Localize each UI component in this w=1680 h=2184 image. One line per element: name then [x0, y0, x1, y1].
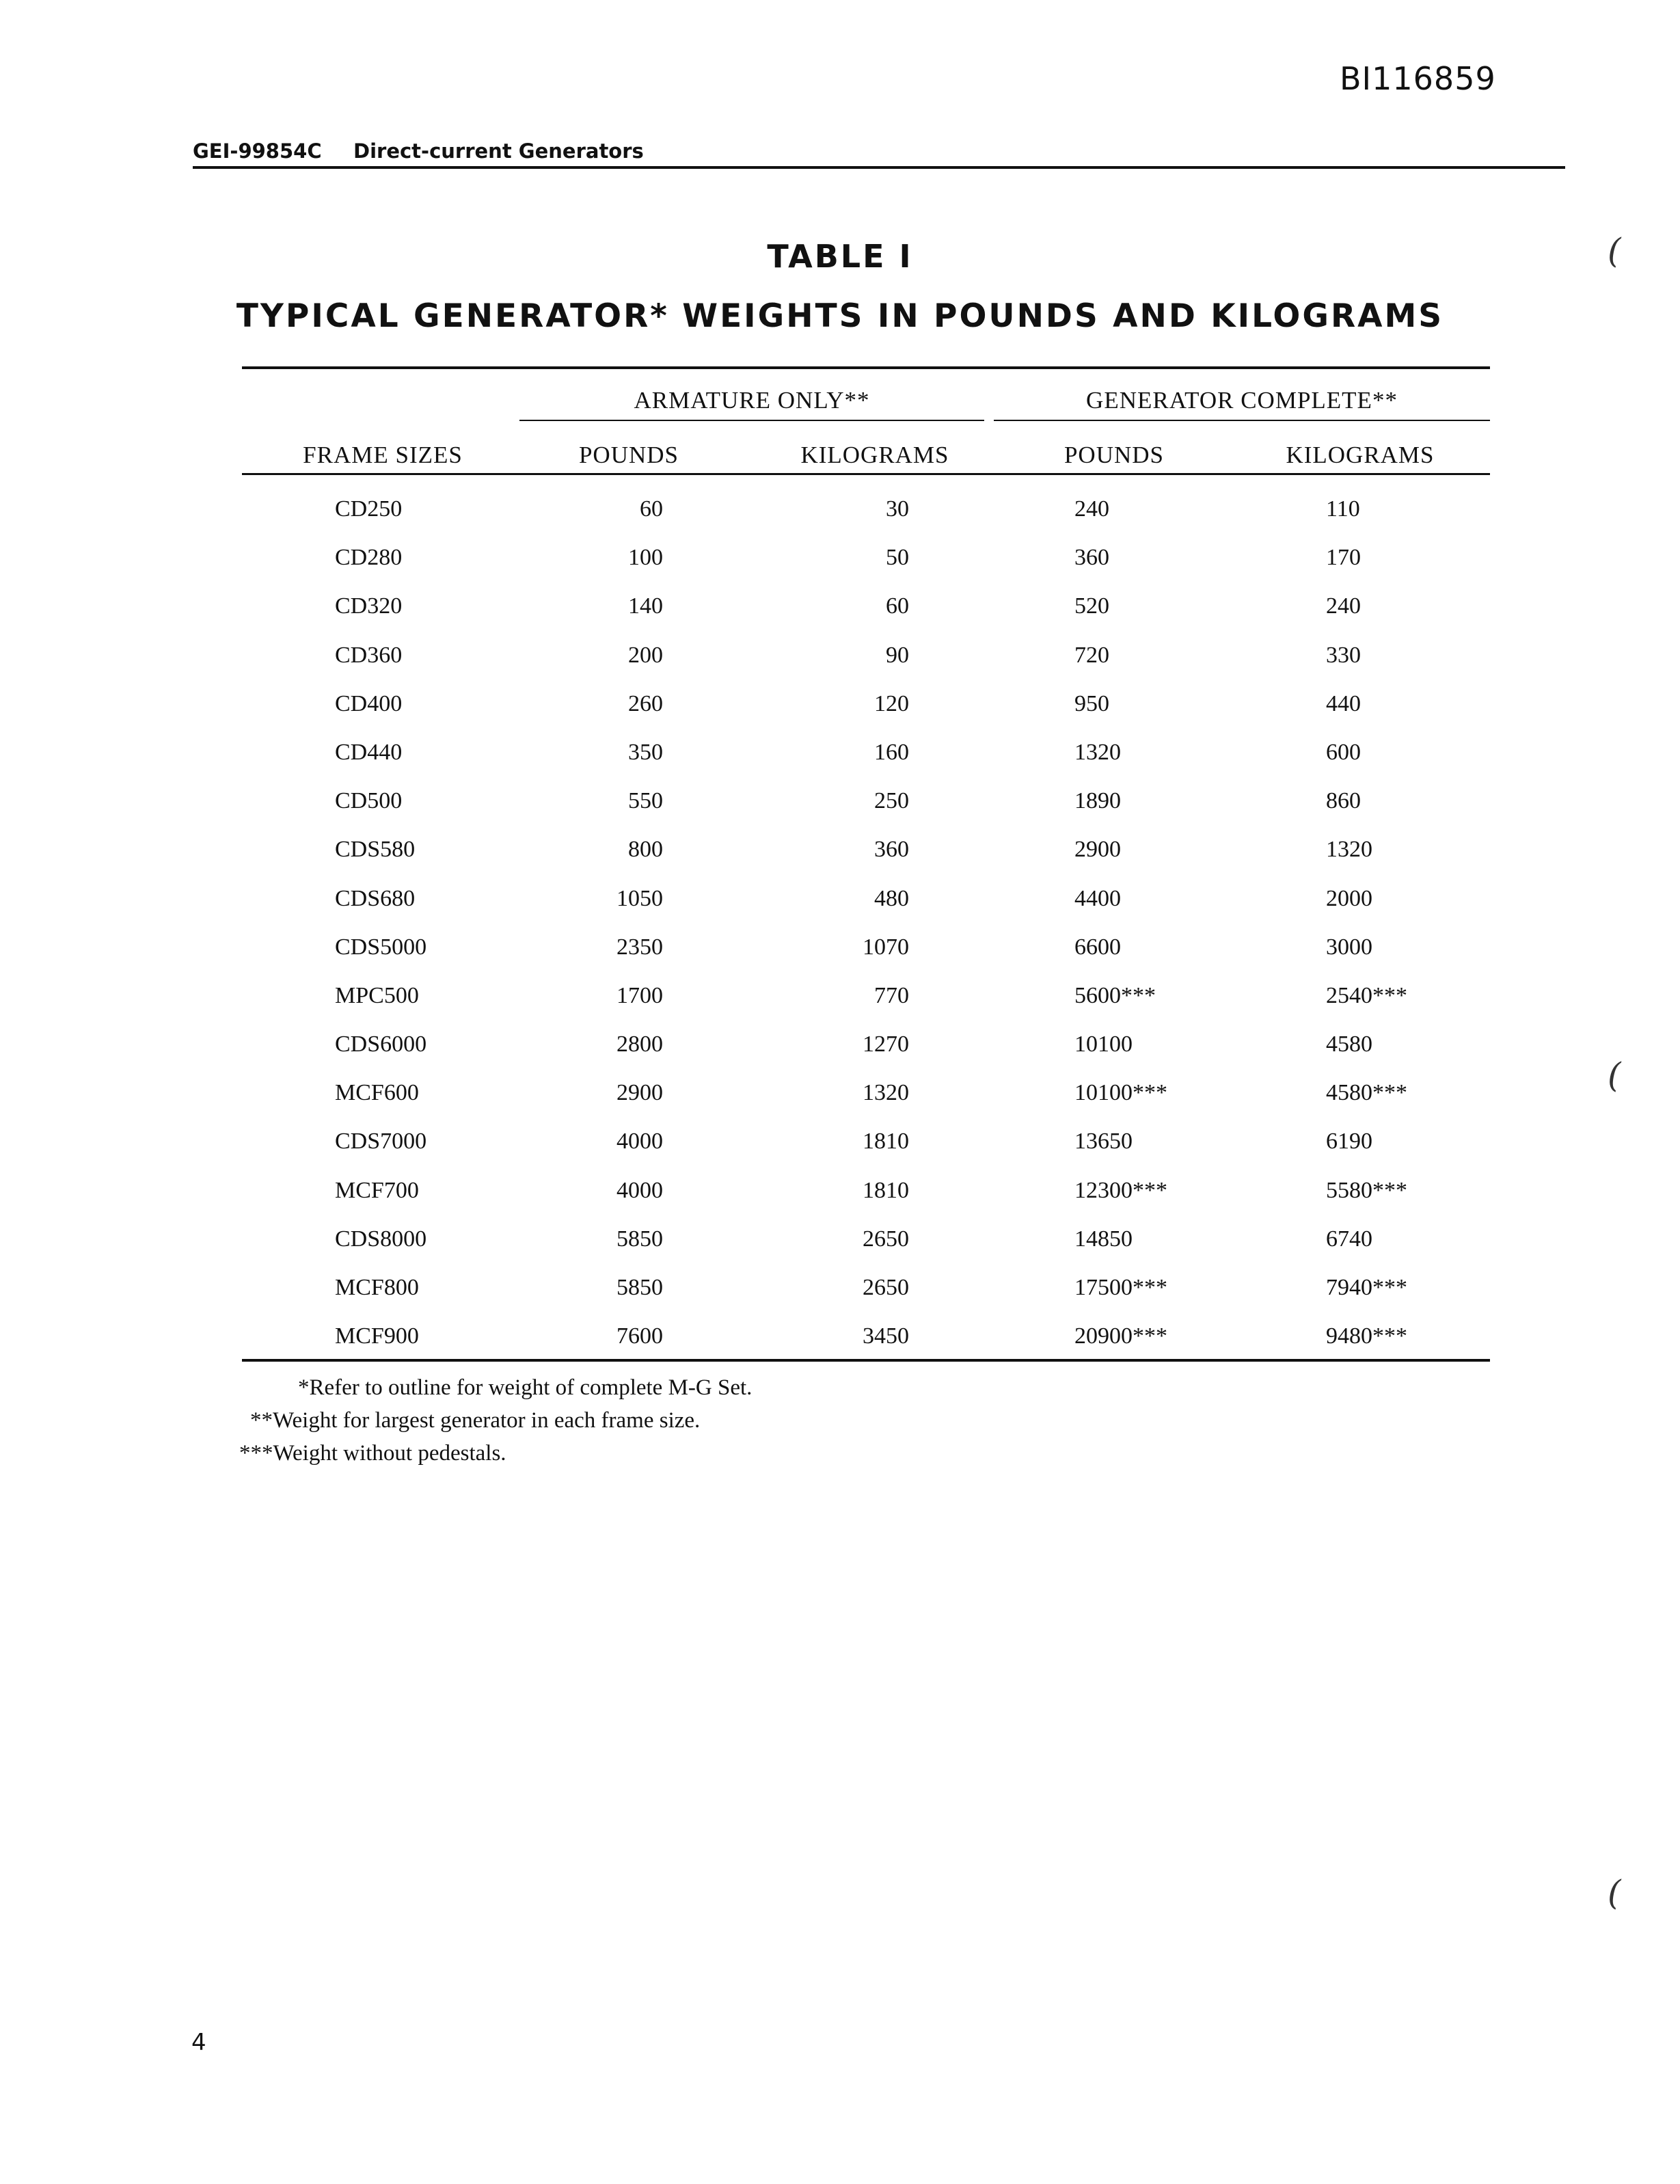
frame-sizes-header: FRAME SIZES — [303, 442, 463, 468]
generator-pounds-cell: 240 — [1074, 496, 1109, 522]
armature-kilograms-header: KILOGRAMS — [800, 442, 949, 468]
generator-pounds-cell: 13650 — [1074, 1129, 1133, 1155]
margin-mark: ( — [1608, 1055, 1621, 1095]
table-row — [0, 544, 1680, 593]
armature-kilograms-cell: 90 — [886, 642, 909, 668]
armature-kilograms-cell: 2650 — [863, 1226, 909, 1252]
armature-kilograms-cell: 480 — [874, 885, 909, 911]
generator-kilograms-cell: 330 — [1326, 642, 1361, 668]
armature-pounds-cell: 800 — [628, 837, 663, 863]
frame-size-cell: CDS5000 — [335, 934, 427, 960]
armature-pounds-cell: 200 — [628, 642, 663, 668]
armature-only-header: ARMATURE ONLY** — [634, 387, 870, 414]
armature-pounds-cell: 60 — [640, 496, 663, 522]
armature-kilograms-cell: 1810 — [863, 1129, 909, 1155]
frame-size-cell: CD320 — [335, 593, 403, 619]
frame-size-cell: CDS8000 — [335, 1226, 427, 1252]
armature-kilograms-cell: 1810 — [863, 1177, 909, 1203]
armature-pounds-cell: 100 — [628, 545, 663, 571]
table-row — [0, 496, 1680, 544]
armature-pounds-cell: 5850 — [617, 1226, 663, 1252]
generator-pounds-cell: 10100 — [1074, 1032, 1133, 1057]
armature-kilograms-cell: 50 — [886, 545, 909, 571]
page-number: 4 — [191, 2029, 206, 2056]
frame-size-cell: MCF700 — [335, 1177, 419, 1203]
generator-kilograms-cell: 4580 — [1326, 1032, 1372, 1057]
armature-pounds-cell: 350 — [628, 739, 663, 765]
table-row — [0, 593, 1680, 641]
armature-pounds-cell: 5850 — [617, 1275, 663, 1300]
generator-kilograms-cell: 440 — [1326, 690, 1361, 716]
generator-kilograms-cell: 6740 — [1326, 1226, 1372, 1252]
document-id: BI116859 — [1340, 60, 1496, 97]
armature-pounds-cell: 2800 — [617, 1032, 663, 1057]
armature-pounds-cell: 140 — [628, 593, 663, 619]
generator-pounds-cell: 360 — [1074, 545, 1109, 571]
armature-group-rule — [519, 420, 984, 421]
generator-kilograms-cell: 5580*** — [1326, 1177, 1407, 1203]
armature-pounds-cell: 2350 — [617, 934, 663, 960]
generator-kilograms-cell: 9480*** — [1326, 1323, 1407, 1349]
generator-kilograms-cell: 1320 — [1326, 837, 1372, 863]
footnote: **Weight for largest generator in each frame size. — [250, 1408, 701, 1433]
table-top-rule — [242, 366, 1490, 369]
table-row — [0, 1226, 1680, 1274]
table-row — [0, 1128, 1680, 1176]
generator-pounds-cell: 720 — [1074, 642, 1109, 668]
frame-size-cell: CDS680 — [335, 885, 416, 911]
table-row — [0, 885, 1680, 934]
generator-pounds-cell: 4400 — [1074, 885, 1121, 911]
armature-kilograms-cell: 770 — [874, 982, 909, 1008]
frame-size-cell: CD280 — [335, 545, 403, 571]
frame-size-cell: CD250 — [335, 496, 403, 522]
generator-kilograms-cell: 7940*** — [1326, 1275, 1407, 1300]
generator-kilograms-cell: 3000 — [1326, 934, 1372, 960]
armature-pounds-cell: 1050 — [617, 885, 663, 911]
frame-size-cell: MCF600 — [335, 1080, 419, 1106]
generator-kilograms-cell: 2000 — [1326, 885, 1372, 911]
frame-size-cell: CDS7000 — [335, 1129, 427, 1155]
table-row — [0, 836, 1680, 885]
generator-pounds-cell: 1890 — [1074, 788, 1121, 814]
table-row — [0, 1079, 1680, 1128]
table-row — [0, 1031, 1680, 1079]
frame-size-cell: CD440 — [335, 739, 403, 765]
generator-kilograms-cell: 860 — [1326, 788, 1361, 814]
armature-pounds-cell: 550 — [628, 788, 663, 814]
table-row — [0, 1323, 1680, 1371]
table-row — [0, 787, 1680, 836]
margin-mark: ( — [1608, 1873, 1621, 1913]
generator-pounds-cell: 6600 — [1074, 934, 1121, 960]
generator-pounds-cell: 2900 — [1074, 837, 1121, 863]
generator-complete-header: GENERATOR COMPLETE** — [1086, 387, 1398, 414]
frame-size-cell: CDS6000 — [335, 1032, 427, 1057]
footnote: *Refer to outline for weight of complete M-G Set. — [298, 1375, 753, 1400]
frame-size-cell: CD360 — [335, 642, 403, 668]
footnote: ***Weight without pedestals. — [239, 1441, 506, 1466]
generator-pounds-cell: 20900*** — [1074, 1323, 1167, 1349]
document-number: GEI-99854C — [193, 139, 322, 163]
generator-pounds-cell: 520 — [1074, 593, 1109, 619]
table-row — [0, 1177, 1680, 1226]
table-row — [0, 739, 1680, 787]
margin-mark: ( — [1608, 231, 1621, 271]
armature-kilograms-cell: 1070 — [863, 934, 909, 960]
table-row — [0, 1274, 1680, 1323]
generator-kilograms-cell: 4580*** — [1326, 1080, 1407, 1106]
generator-kilograms-cell: 110 — [1326, 496, 1360, 522]
generator-pounds-cell: 1320 — [1074, 739, 1121, 765]
armature-kilograms-cell: 2650 — [863, 1275, 909, 1300]
table-body — [0, 496, 1680, 1371]
document-title: Direct-current Generators — [353, 139, 644, 163]
table-row — [0, 934, 1680, 982]
generator-pounds-cell: 5600*** — [1074, 982, 1156, 1008]
armature-kilograms-cell: 160 — [874, 739, 909, 765]
frame-size-cell: MCF800 — [335, 1275, 419, 1300]
generator-kilograms-cell: 6190 — [1326, 1129, 1372, 1155]
armature-pounds-cell: 4000 — [617, 1129, 663, 1155]
armature-kilograms-cell: 3450 — [863, 1323, 909, 1349]
armature-pounds-cell: 7600 — [617, 1323, 663, 1349]
generator-kilograms-cell: 240 — [1326, 593, 1361, 619]
generator-kilograms-header: KILOGRAMS — [1286, 442, 1435, 468]
generator-group-rule — [994, 420, 1490, 421]
frame-size-cell: CD500 — [335, 788, 403, 814]
armature-kilograms-cell: 1270 — [863, 1032, 909, 1057]
frame-size-cell: CDS580 — [335, 837, 416, 863]
header-bottom-rule — [242, 473, 1490, 475]
generator-pounds-cell: 950 — [1074, 690, 1109, 716]
table-title: TYPICAL GENERATOR* WEIGHTS IN POUNDS AND KILOGRAMS — [236, 297, 1444, 335]
generator-pounds-header: POUNDS — [1063, 442, 1165, 468]
table-row — [0, 690, 1680, 739]
frame-size-cell: MCF900 — [335, 1323, 419, 1349]
generator-pounds-cell: 14850 — [1074, 1226, 1133, 1252]
armature-pounds-cell: 260 — [628, 690, 663, 716]
armature-kilograms-cell: 120 — [874, 690, 909, 716]
armature-kilograms-cell: 250 — [874, 788, 909, 814]
running-header — [193, 139, 1565, 163]
frame-size-cell: MPC500 — [335, 982, 419, 1008]
frame-size-cell: CD400 — [335, 690, 403, 716]
armature-kilograms-cell: 60 — [886, 593, 909, 619]
generator-pounds-cell: 10100*** — [1074, 1080, 1167, 1106]
generator-pounds-cell: 12300*** — [1074, 1177, 1167, 1203]
generator-kilograms-cell: 170 — [1326, 545, 1361, 571]
generator-kilograms-cell: 600 — [1326, 739, 1361, 765]
generator-pounds-cell: 17500*** — [1074, 1275, 1167, 1300]
armature-kilograms-cell: 30 — [886, 496, 909, 522]
armature-pounds-header: POUNDS — [578, 442, 679, 468]
armature-kilograms-cell: 360 — [874, 837, 909, 863]
armature-pounds-cell: 2900 — [617, 1080, 663, 1106]
table-row — [0, 982, 1680, 1031]
header-rule — [193, 166, 1565, 169]
table-row — [0, 642, 1680, 690]
generator-kilograms-cell: 2540*** — [1326, 982, 1407, 1008]
armature-pounds-cell: 1700 — [617, 982, 663, 1008]
table-label: TABLE I — [767, 238, 913, 275]
armature-kilograms-cell: 1320 — [863, 1080, 909, 1106]
armature-pounds-cell: 4000 — [617, 1177, 663, 1203]
